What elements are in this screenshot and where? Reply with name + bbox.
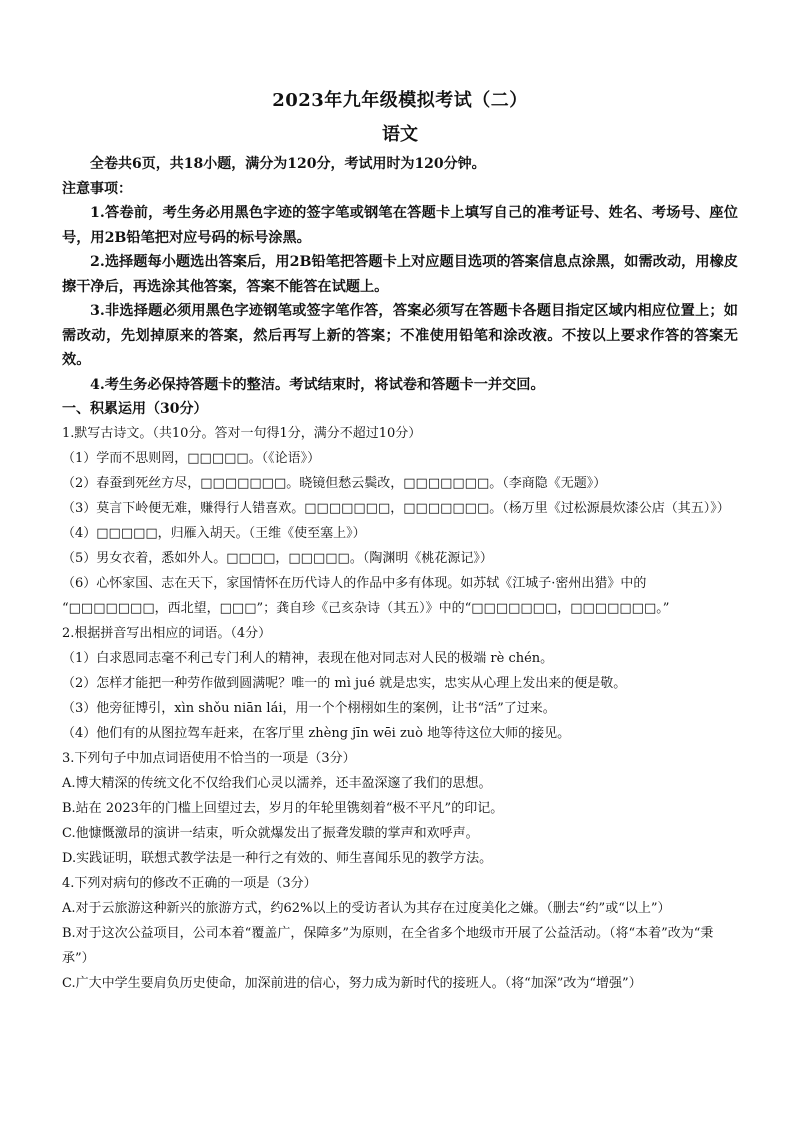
question-4-option: A.对于云旅游这种新兴的旅游方式，约62%以上的受访者认为其存在过度美化之嫌。（删去“约”或“以上”）: [62, 901, 671, 916]
question-2-item: （1）白求恩同志毫不利己专门利人的精神，表现在他对同志对人民的极端 rè chén。: [62, 651, 554, 666]
question-3-option: B.站在 2023年的门槛上回望过去，岁月的年轮里镌刻着“极不平凡”的印记。: [62, 801, 504, 816]
question-2-item: （2）怎样才能把一种劳作做到圆满呢？唯一的 mì jué 就是忠实，忠实从心理上发出来的便是敬。: [62, 676, 627, 691]
question-1-item: （5）男女衣着，悉如外人。□□□□，□□□□□。（陶渊明《桃花源记》）: [62, 551, 493, 566]
question-4-stem: 4.下列对病句的修改不正确的一项是（3分）: [62, 876, 317, 891]
question-1-item: （1）学而不思则罔，□□□□□。（《论语》）: [62, 451, 321, 466]
question-3-option: D.实践证明，联想式教学法是一种行之有效的、师生喜闻乐见的教学方法。: [62, 851, 493, 866]
question-1-item: “□□□□□□□，西北望，□□□”；龚自珍《己亥杂诗（其五）》中的“□□□□□□□，□□□□□□□。”: [62, 601, 670, 616]
question-1-stem: 1.默写古诗文。（共10分。答对一句得1分，满分不超过10分）: [62, 426, 422, 441]
question-1-item: （4）□□□□□，归雁入胡天。（王维《使至塞上》）: [62, 526, 366, 541]
question-1-item: （2）春蚕到死丝方尽，□□□□□□□。晓镜但愁云鬓改，□□□□□□□。（李商隐《无题》）: [62, 476, 607, 491]
notice-item: 1.答卷前，考生务必用黑色字迹的签字笔或钢笔在答题卡上填写自己的准考证号、姓名、考场号、座位号，用2B铅笔把对应号码的标号涂黑。: [62, 205, 738, 246]
question-4-option: C.广大中学生要肩负历史使命，加深前进的信心，努力成为新时代的接班人。（将“加深”改为“增强”）: [62, 976, 642, 991]
question-1-item: （6）心怀家国、志在天下，家国情怀在历代诗人的作品中多有体现。如苏轼《江城子·密州出猎》中的: [62, 576, 647, 591]
question-2-item: （3）他旁征博引，xìn shǒu niān lái，用一个个栩栩如生的案例，让书“活”了过来。: [62, 701, 556, 716]
exam-summary: 全卷共6页，共18小题，满分为120分，考试用时为120分钟。: [90, 156, 486, 172]
section-heading: 一、积累运用（30分）: [62, 401, 208, 417]
question-4-option: B.对于这次公益项目，公司本着“覆盖广，保障多”为原则，在全省多个地级市开展了公益活动。（将“本着”改为“秉承”）: [62, 926, 714, 966]
subject-title: 语文: [382, 124, 418, 145]
question-1-item: （3）莫言下岭便无难，赚得行人错喜欢。□□□□□□□，□□□□□□□。（杨万里《过松源晨炊漆公店（其五）》）: [62, 501, 730, 516]
question-3-option: C.他慷慨激昂的演讲一结束，听众就爆发出了振聋发聩的掌声和欢呼声。: [62, 826, 479, 841]
question-2-item: （4）他们有的从图拉驾车赶来，在客厅里 zhèng jīn wēi zuò 地等待这位大师的接见。: [62, 726, 571, 741]
question-3-stem: 3.下列句子中加点词语使用不恰当的一项是（3分）: [62, 751, 356, 766]
notice-item: 2.选择题每小题选出答案后，用2B铅笔把答题卡上对应题目选项的答案信息点涂黑，如需改动，用橡皮擦干净后，再选涂其他答案，答案不能答在试题上。: [62, 254, 738, 295]
question-2-stem: 2.根据拼音写出相应的词语。（4分）: [62, 626, 272, 641]
page-title: 2023年九年级模拟考试（二）: [272, 90, 528, 111]
notice-item: 3.非选择题必须用黑色字迹钢笔或签字笔作答，答案必须写在答题卡各题目指定区域内相应位置上；如需改动，先划掉原来的答案，然后再写上新的答案；不准使用铅笔和涂改液。不按以上要求作答的答案无效。: [62, 303, 738, 368]
exam-page: [62, 88, 738, 996]
question-3-option: A.博大精深的传统文化不仅给我们心灵以濡养，还丰盈深邃了我们的思想。: [62, 776, 492, 791]
notice-title: 注意事项：: [62, 180, 132, 197]
notice-item: 4.考生务必保持答题卡的整洁。考试结束时，将试卷和答题卡一并交回。: [90, 376, 545, 393]
